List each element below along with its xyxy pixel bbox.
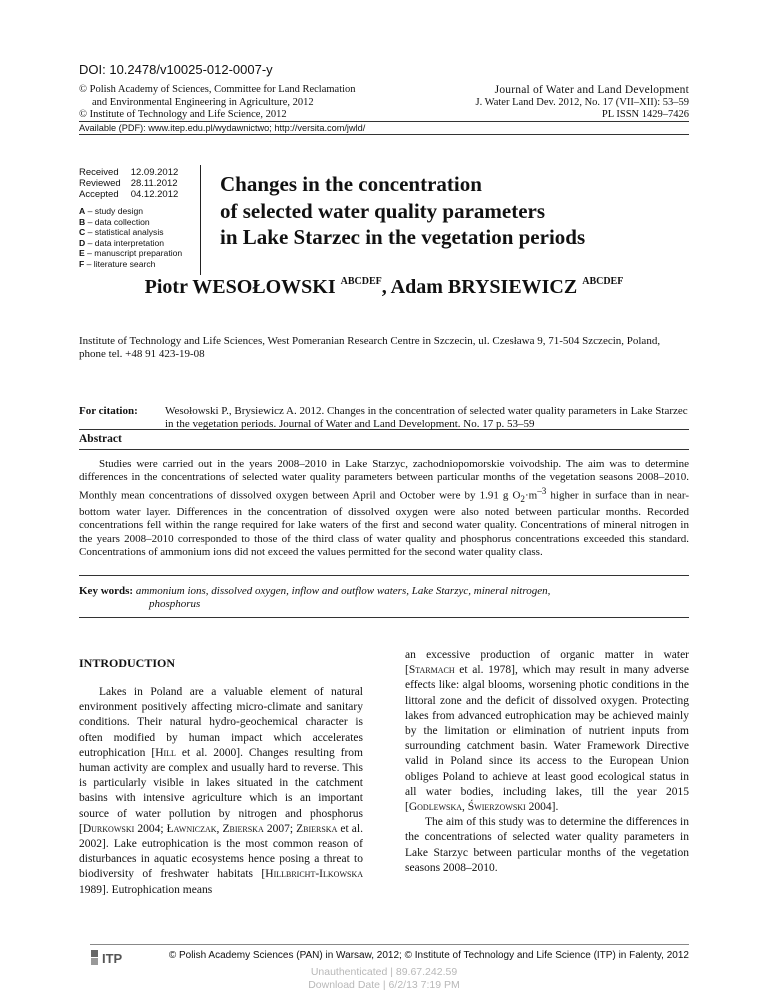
citation-text: Wesołowski P., Brysiewicz A. 2012. Changes in the concentration of selected water quality parameters in Lake Starzec in the vegetation periods. Journal of Water and Land Development. No. 17 p. 53–59 [165,405,688,430]
date-row: Accepted 04.12.2012 [79,189,179,200]
author-name: Adam BRYSIEWICZ [390,276,578,298]
itp-logo [90,948,134,966]
keywords-label: Key words: [79,585,134,597]
intro-paragraph: an excessive production of organic matter in water [Starmach et al. 1978], which may result in many adverse effects like: algal blooms, worsening photic conditions in the littoral zone and the deficit of dissolved oxygen. Protecting lakes from advanced eutrophication may be achieved mainly by the limitation or elimination of nutrient inputs from surrounding catchment basin. Water Framework Directive valid in Poland since its access to the European Union obliges Poland to achieve at least good ecological status in all water bodies, including lakes, till the year 2015 [Godlewska, Świerzowski 2004]. [405,649,689,814]
header-rule-bottom [79,134,689,135]
keywords-rule [79,617,689,618]
intro-right-column [405,648,689,876]
date-row: Reviewed 28.11.2012 [79,178,178,189]
date-row: Received 12.09.2012 [79,167,179,178]
title-line: in Lake Starzec in the vegetation periods [220,225,586,249]
intro-left-column [79,656,363,898]
journal-ref: J. Water Land Dev. 2012, No. 17 (VII–XII): 53–59 [475,96,689,108]
journal-block [476,84,689,122]
copyright-block [79,84,356,122]
svg-text:ITP: ITP [102,951,123,966]
footer-copyright: © Polish Academy Sciences (PAN) in Warsaw, 2012; © Institute of Technology and Life Science (ITP) in Falenty, 2012 [168,950,689,961]
legend-item: E – manuscript preparation [79,248,183,258]
footer-rule [90,944,689,945]
affiliation: Institute of Technology and Life Sciences, West Pomeranian Research Centre in Szczecin, ul. Czesława 9, 71-504 Szczecin, Poland, phone tel. +48 91 423-19-08 [79,335,661,360]
section-heading: INTRODUCTION [79,656,176,670]
aim-paragraph: The aim of this study was to determine the differences in the concentrations of selected water quality parameters in Lake Starzyc between particular months of the vegetation seasons 2008–2010. [405,816,689,874]
header-rule [79,121,689,122]
keywords-text: ammonium ions, dissolved oxygen, inflow and outflow waters, Lake Starzyc, mineral nitrogen, [135,585,551,597]
legend-item: B – data collection [79,216,150,227]
author-name: Piotr WESOŁOWSKI [144,276,336,298]
download-watermark: Unauthenticated | 89.67.242.59 Download Date | 6/2/13 7:19 PM [308,966,460,991]
legend-item: D – data interpretation [79,237,165,248]
copyright-line: © Polish Academy of Sciences, Committee for Land Reclamation [79,84,356,95]
author-roles: ABCDEF [340,276,382,287]
keywords [79,585,689,611]
availability-line: Available (PDF): www.itep.edu.pl/wydawnictwo; http://versita.com/jwld/ [79,123,366,133]
keywords-continuation: phosphorus [149,598,201,610]
title-divider [200,165,201,275]
copyright-line: and Environmental Engineering in Agriculture, 2012 [92,96,314,108]
abstract-heading: Abstract [79,433,122,445]
authors: Piotr WESOŁOWSKI $^{ABCDEF}$, Adam BRYSIEWICZ $^{ABCDEF}$ [144,276,624,298]
copyright-line: © Institute of Technology and Life Science, 2012 [79,109,287,120]
abstract-rule [79,449,689,450]
journal-name: Journal of Water and Land Development [494,84,689,96]
keywords-rule-top [79,575,689,576]
paper-title [220,171,585,251]
intro-paragraph: Lakes in Poland are a valuable element of natural environment positively affecting micro-climate and sanitary conditions. Their natural hydro-geochemical character is often modified by human impact which accelerates eutrophication [Hill et al. 2000]. Changes resulting from human activity are complex and usually hard to reverse. This is particularly visible in lakes situated in the catchment basins with intensive agriculture which is an important source of water pollution by nitrogen and phosphorus [Durkowski 2004; Ławniczak, Zbierska 2007; Zbierska et al. 2002]. Lake eutrophication is the most common reason of disturbances in aquatic ecosystems hence posing a threat to biodiversity of freshwater habitats [Hillbricht-Ilkowska 1989]. Eutrophication means [79,686,363,896]
author-roles: ABCDEF [582,276,624,287]
legend-item: A – study design [79,206,144,216]
citation-label: For citation: [79,405,138,417]
issn: PL ISSN 1429–7426 [601,109,689,120]
doi: DOI: 10.2478/v10025-012-0007-y [79,62,273,77]
title-line: Changes in the concentration [220,172,482,196]
dates-table [79,167,188,200]
title-line: of selected water quality parameters [220,198,546,223]
legend-item: C – statistical analysis [79,227,164,237]
legend-item: F – literature search [79,258,156,269]
abstract-rule-top [79,429,689,430]
citation [79,405,689,431]
abstract-text: Studies were carried out in the years 2008–2010 in Lake Starzyc, zachodniopomorskie voivodship. The aim was to determine differences in the concentrations of selected water quality parameters between particular months of the vegetation seasons 2008–2010. Monthly mean concentrations of dissolved oxygen between April and October were by 1.91 g $O_2\cdot m^{-3}$ higher in surface than in near-bottom water layer. Differences in the concentration of dissolved oxygen were also noted between particular months. Recorded concentrations fell within the range required for lake waters of the first and second water quality. Concentrations of mineral nitrogen in the years 2008–2010 corresponded to those of the third class of water quality and phosphorus concentrations exceeded this standard. Concentrations of ammonium ions did not exceed the values permitted for the second water quality class. [79,458,689,559]
contribution-legend [79,206,182,269]
